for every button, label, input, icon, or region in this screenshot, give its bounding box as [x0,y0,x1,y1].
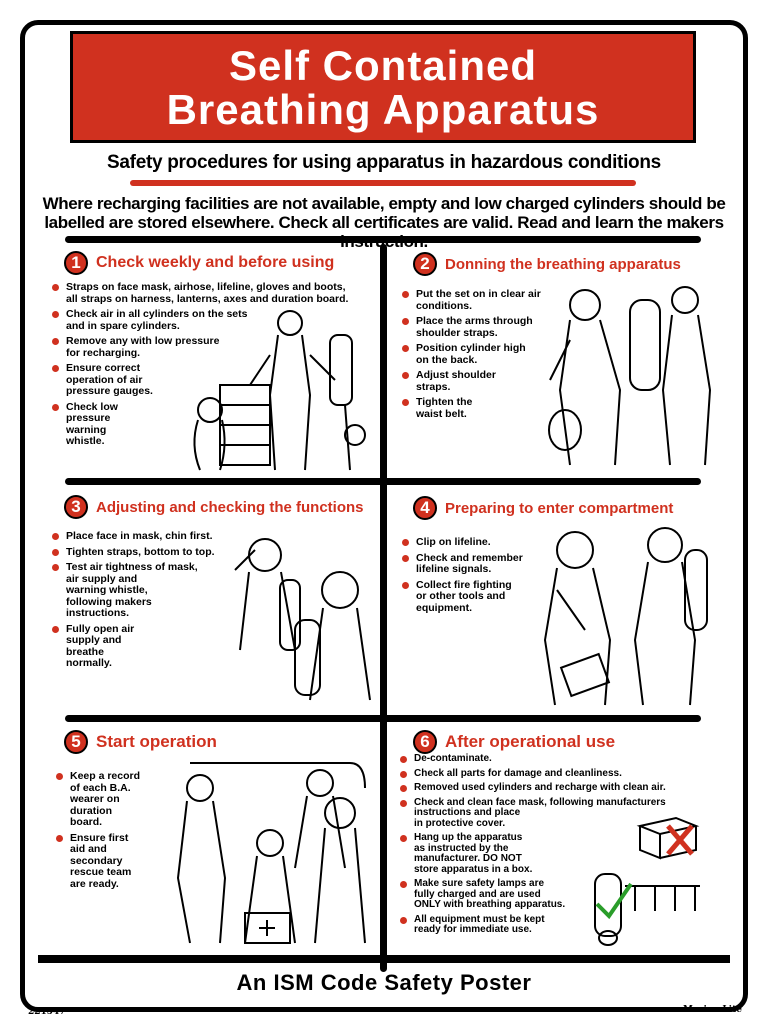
list-item: Clip on lifeline. [402,537,552,549]
checkmark-icon [597,884,631,916]
list-item: Hang up the apparatus as instructed by the manufacturer. DO NOT store apparatus in a box. [400,833,700,875]
footer-divider [38,955,730,963]
list-item: Tighten the waist belt. [402,397,562,420]
list-item: Check low pressure warning whistle. [52,402,382,448]
section-5-title: Start operation [96,732,217,751]
list-item: Removed used cylinders and recharge with clean air. [400,783,700,794]
list-item: Ensure correct operation of air pressure gauges. [52,363,382,398]
section-1-title: Check weekly and before using [96,254,335,271]
list-item: Check air in all cylinders on the sets and in spare cylinders. [52,309,382,332]
title-line-2: Breathing Apparatus [166,86,600,133]
list-item: Check all parts for damage and cleanliness. [400,769,700,780]
section-3-number: 3 [64,495,88,519]
footer-title: An ISM Code Safety Poster [236,970,532,995]
section-2-list [402,289,562,424]
list-item: Fully open air supply and breathe normally. [52,624,232,670]
title-line-1: Self Contained [228,42,538,89]
section-4-number: 4 [413,496,437,520]
section-5-list [56,771,166,894]
box-storage-illustration [636,812,700,860]
section-5-header [64,730,217,754]
list-item: Check and remember lifeline signals. [402,553,552,576]
donning-apparatus-illustration [545,280,715,470]
list-item: Position cylinder high on the back. [402,343,562,366]
subtitle: Safety procedures for using apparatus in hazardous conditions [107,152,661,173]
title-banner [70,31,696,143]
intro-text: Where recharging facilities are not available, empty and low charged cylinders should be labelled are stored elsewhere. Check all certificates are valid. Read and learn the makers [42,194,726,232]
section-6-number: 6 [413,730,437,754]
section-2-header [413,252,681,276]
mask-adjusting-illustration [225,530,375,710]
section-5-number: 5 [64,730,88,754]
publisher-name: Marine Lite [683,1005,742,1015]
list-item: Ensure first aid and secondary rescue team are ready. [56,833,166,891]
section-6-title: After operational use [445,732,616,751]
section-2-number: 2 [413,252,437,276]
section-1-header [64,251,334,275]
section-4-title: Preparing to enter compartment [445,499,674,517]
list-item: Make sure safety lamps are fully charged and are used ONLY with breathing apparatus. [400,879,700,911]
operation-team-illustration [170,758,370,950]
subtitle-underline [130,180,636,186]
poster-code: 221547 [28,1007,66,1017]
list-item: Place the arms through shoulder straps. [402,316,562,339]
list-item: Test air tightness of mask, air supply and warning whistle, following makers instructions. [52,562,232,620]
hanging-apparatus-illustration [575,866,703,948]
list-item: All equipment must be kept ready for immediate use. [400,915,700,936]
list-item: Place face in mask, chin first. [52,531,232,543]
list-item: Adjust shoulder straps. [402,370,562,393]
section-3-header [64,495,364,519]
list-item: Keep a record of each B.A. wearer on duration board. [56,771,166,829]
list-item: Straps on face mask, airhose, lifeline, gloves and boots, all straps on harness, lanterns, axes and duration board. [52,282,382,305]
list-item: Check and clean face mask, following manufacturers instructions and place in protective cover. [400,798,700,830]
compartment-prep-illustration [525,520,715,710]
section-3-title: Adjusting and checking the functions [96,498,364,516]
list-item: Remove any with low pressure for recharging. [52,336,382,359]
section-6-header [413,730,615,754]
section-4-header [413,496,673,520]
list-item: De-contaminate. [400,754,700,765]
section-1-number: 1 [64,251,88,275]
list-item: Put the set on in clear air conditions. [402,289,562,312]
section-2-title: Donning the breathing apparatus [445,255,681,273]
section-3-list [52,531,232,674]
list-item: Tighten straps, bottom to top. [52,547,232,559]
divider-top [65,236,701,243]
inspection-workers-illustration [170,305,370,475]
list-item: Collect fire fighting or other tools and equipment. [402,580,552,615]
